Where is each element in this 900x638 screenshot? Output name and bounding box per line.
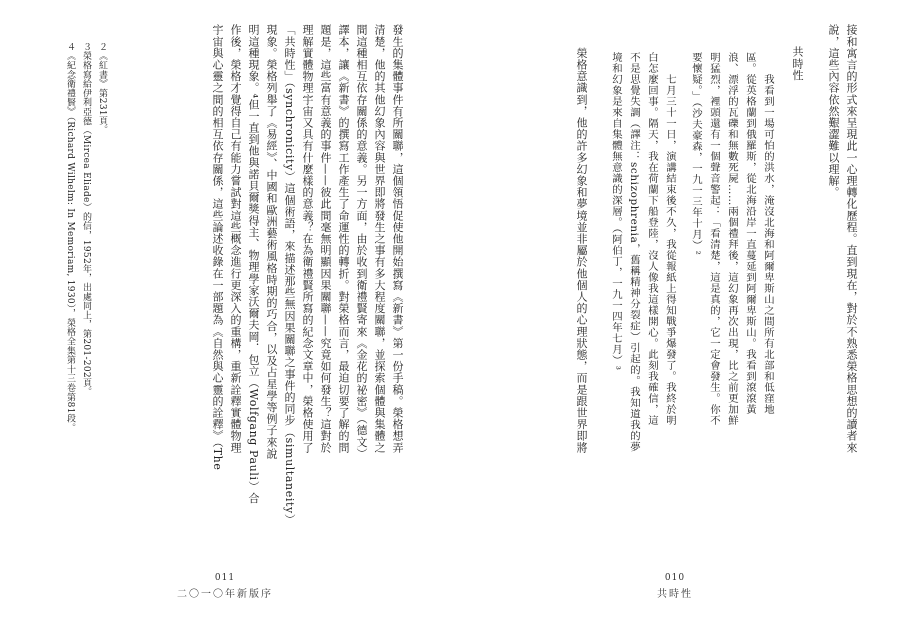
running-title: 共時性 [657,589,693,600]
quote-column: 浪、漂浮的瓦礫和無數死屍……兩個禮拜後，這幻象再次出現，比之前更加鮮 [726,52,738,426]
footnote: ２《紅書》第231頁。 [97,42,107,135]
quote-column: 我看到一場可怕的洪水，淹沒北海和阿爾卑斯山之間所有北部和低窪地 [762,52,774,415]
page-footer [635,573,715,600]
quote-column: 明猛烈，裡頭還有一個聲音警起：「看清楚，這是真的，它一定會發生。你不 [708,52,720,426]
quote-column: 區。從英格蘭到俄羅斯，從北海沿岸一直蔓延到阿爾卑斯山。我看到滾滾黃 [744,52,756,415]
page-number: 010 [664,573,686,583]
text-column: 現象。榮格列舉了《易經》、中國和歐洲藝術風格時期的巧合，以及占星學等例子來說 [265,24,278,460]
text-column: 「共時性」（synchronicity）這個術語，來描述那些無因果關聯之事件的同步（simultaneity） [283,24,296,526]
quote-column: 要懷疑。」（沙夫豪森，一九一三年十月）² [690,52,702,256]
text-column: 發生的集體事件有所關聯，這個領悟促使他開始撰寫《新書》第一份手稿。榮格想弄 [391,24,404,454]
text-column: 說，這些內容依然艱澀難以理解。 [827,24,840,198]
quote-column: 不是思覺失調（譯注：schizophrenia，舊稱精神分裂症）引起的。我知道我的夢 [628,52,640,453]
text-column: 理解實體物理宇宙又具有什麼樣的意義？在為衛禮賢所寫的紀念文章中，榮格使用了 [301,24,314,454]
quote-column: 白怎麼回事。隔天，我在荷蘭下船登陸，沒人像我這樣開心。此刻我確信，這 [646,52,658,426]
text-column: 榮格意識到，他的許多幻象和夢境並非屬於他個人的心理狀態，而是跟世界即將 [575,24,588,454]
text-column: 間這種相互依存關係的意義。另一方面，由於收到衛禮賢寄來《金花的祕密》（德文） [355,24,368,460]
quote-column: 境和幻象是來自集體無意識的深層。（阿伯丁，一九一四年七月）³ [610,52,622,371]
text-column: 清楚，他的其他幻象內容與世界即將發生之事有多大程度關聯，並探索個體與集體之 [373,24,386,454]
text-column: 接和寓言的形式來呈現此一心理轉化歷程。直到現在，對於不熟悉榮格思想的讀者來 [845,24,858,454]
footnote: ３榮格寫給伊利亞德（Mircea Eliade）的信，1952年，出處同上，第201-202頁。 [81,42,91,397]
page-number: 011 [214,573,236,583]
text-column: 明這種現象。⁴但一直到他與諾貝爾獎得主、物理學家沃爾夫岡．包立（Wolfgang Pauli）合 [247,24,260,504]
text-column: 譯本，讓《新書》的撰寫工作產生了命運性的轉折。對榮格而言，最迫切要了解的問 [337,24,350,454]
text-column: 題是，這些富有意義的事件——彼此間毫無明顯因果關聯——究竟如何發生？這對於 [319,24,332,454]
quote-column: 七月三十一日，演講結束後不久，我從報紙上得知戰爭爆發了。我終於明 [664,52,676,426]
text-column: 宇宙與心靈之間的相互依存關係，這些論述收錄在一部題為《自然與心靈的詮釋》（The [211,24,224,471]
section-heading: 共時性 [791,46,804,81]
running-title: 二〇一〇年新版序 [177,589,273,600]
page-footer [160,573,290,600]
right-page [450,0,900,638]
text-column: 作後，榮格才覺得自己有能力嘗試對這些概念進行更深入的重構，重新詮釋實體物理 [229,24,242,454]
footnote: ４《紀念衛禮賢》（Richard Wilhelm: In Memoriam, 1930），榮格全集第十三卷第81段。 [65,42,75,433]
